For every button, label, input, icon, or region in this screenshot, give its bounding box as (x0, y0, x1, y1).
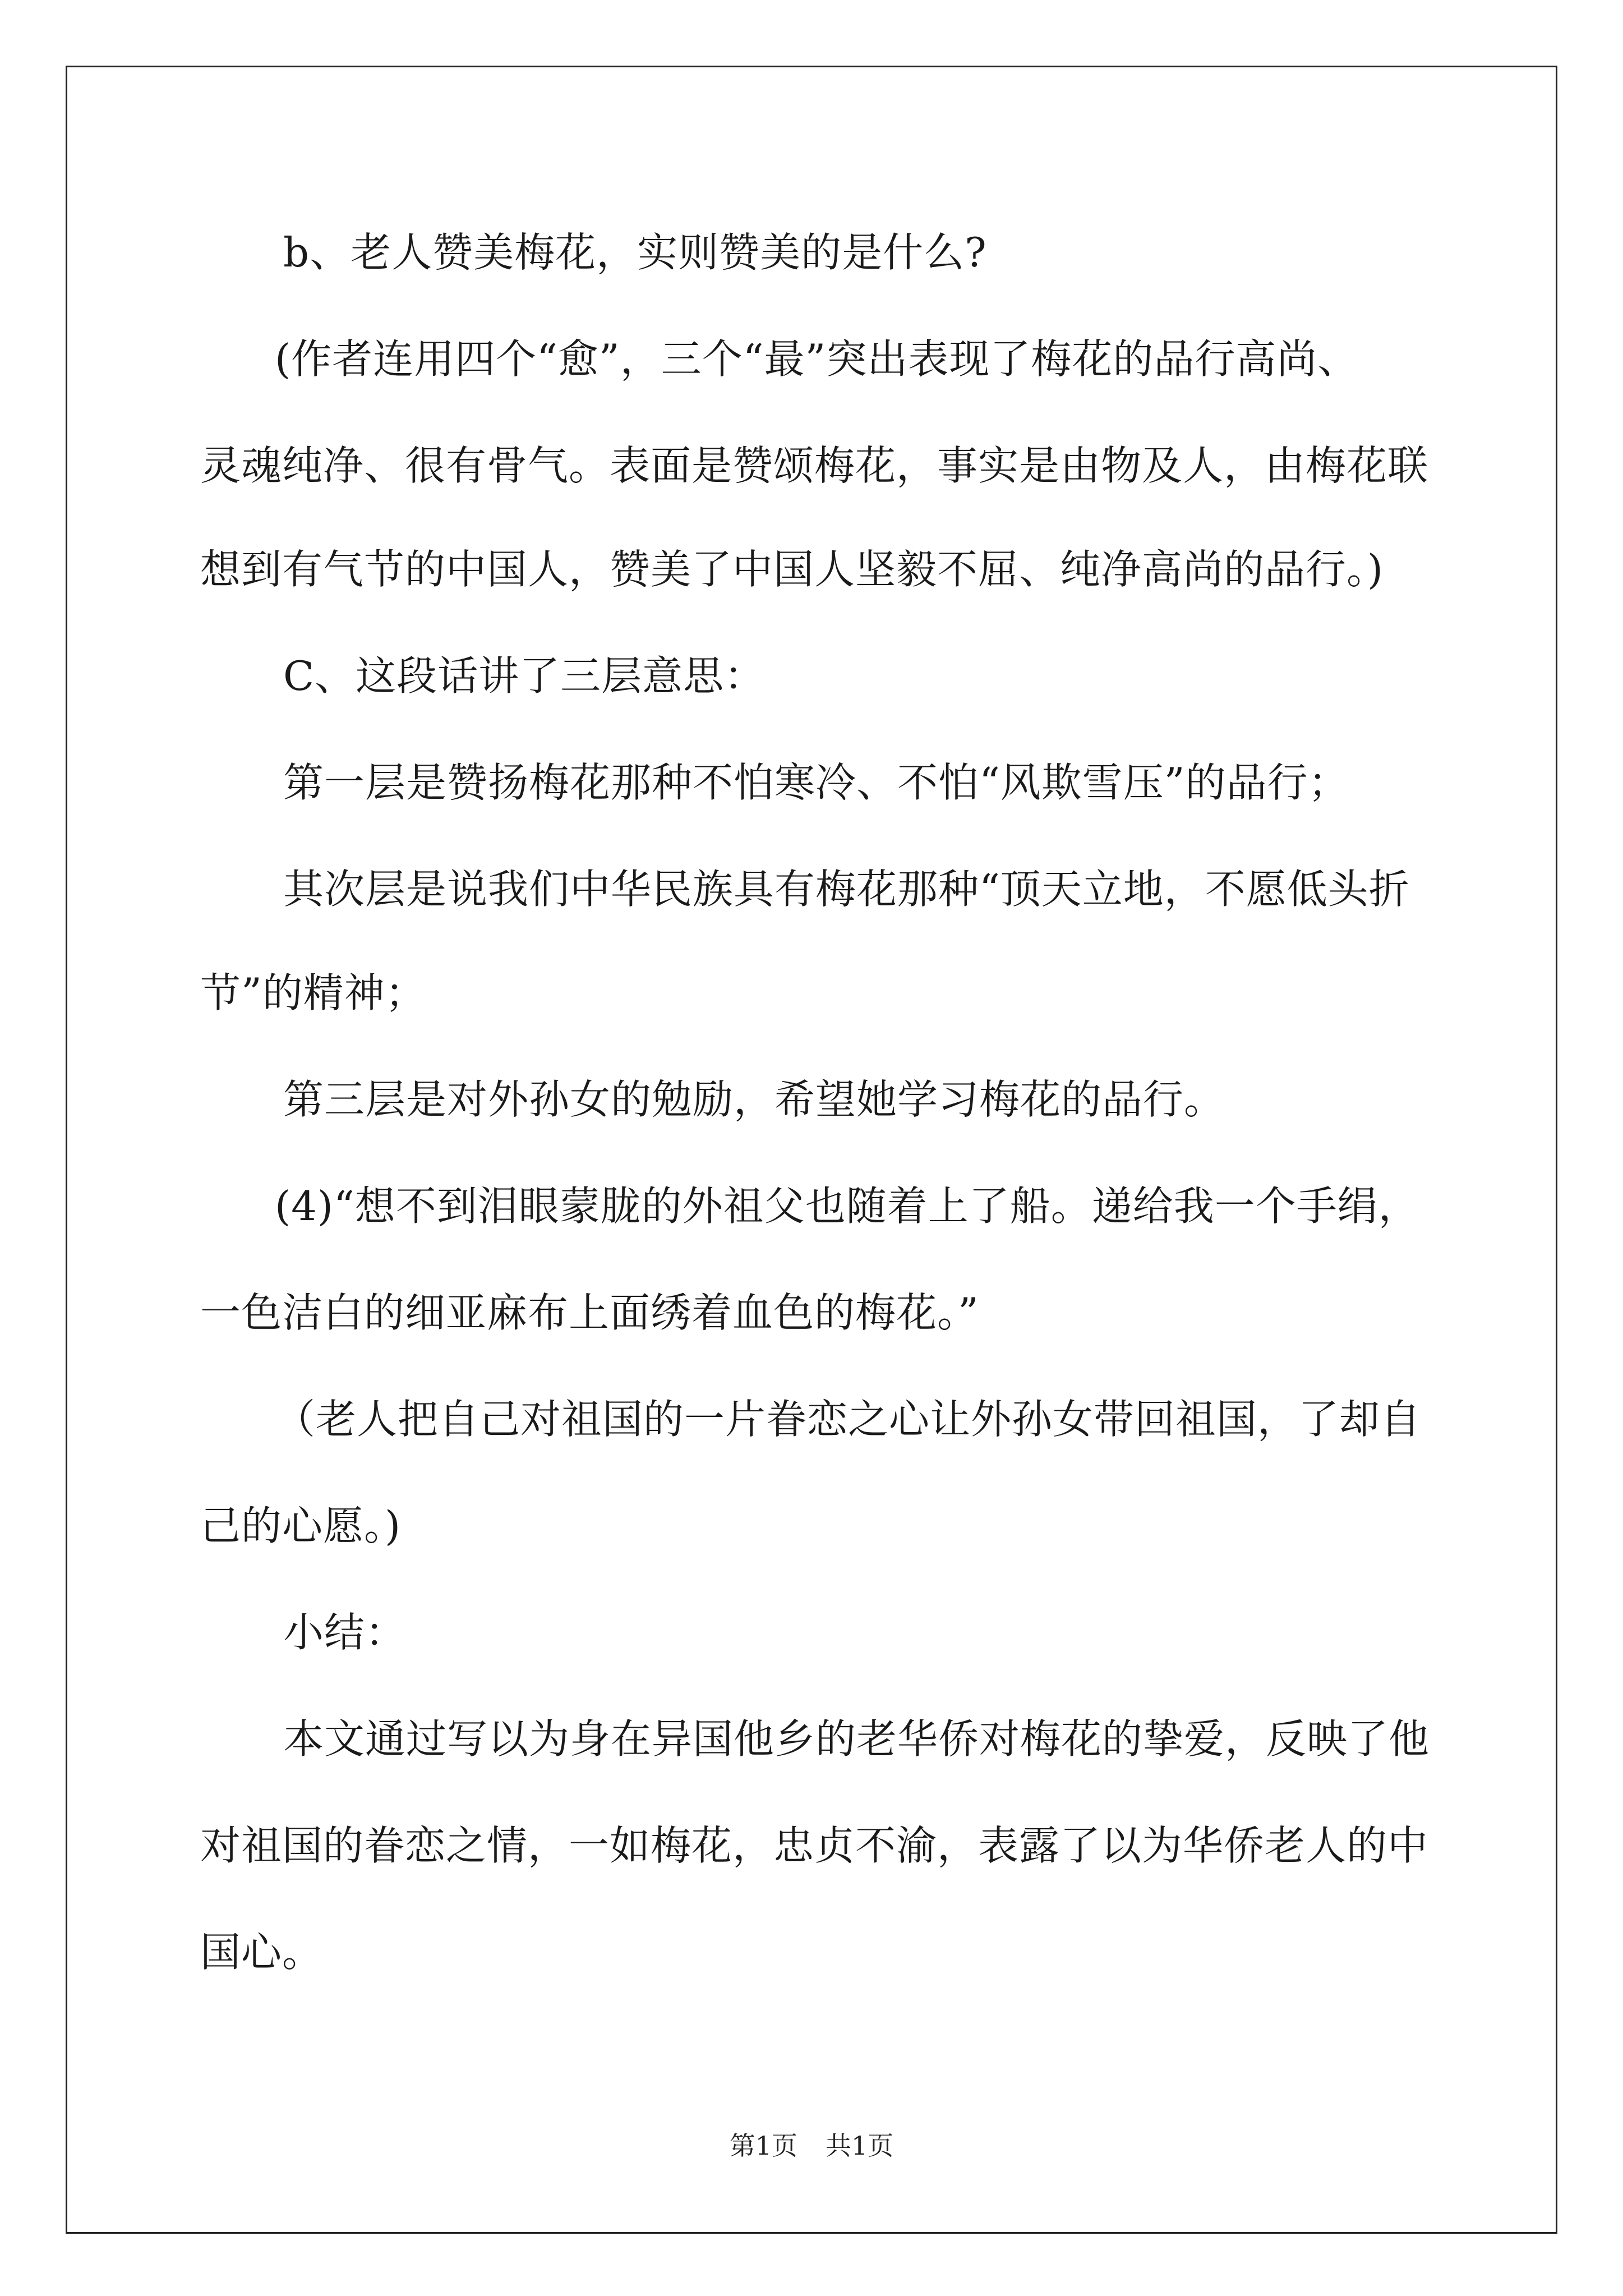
paragraph-line: C、这段话讲了三层意思： (283, 652, 766, 700)
page-total: 共1页 (826, 2131, 894, 2161)
paragraph-line: 本文通过写以为身在异国他乡的老华侨对梅花的挚爱，反映了他 (283, 1715, 1430, 1763)
paragraph-line: （老人把自己对祖国的一片眷恋之心让外孙女带回祖国，了却自 (275, 1396, 1422, 1443)
paragraph-line: b、老人赞美梅花，实则赞美的是什么? (283, 229, 987, 276)
paragraph-line: 其次层是说我们中华民族具有梅花那种“顶天立地，不愿低头折 (283, 866, 1410, 913)
page-footer (0, 2129, 1623, 2162)
page-number: 第1页 (729, 2131, 797, 2161)
paragraph-line: (作者连用四个“愈”，三个“最”突出表现了梅花的品行高尚、 (275, 335, 1359, 383)
paragraph-line: 对祖国的眷恋之情，一如梅花，忠贞不渝，表露了以为华侨老人的中 (200, 1822, 1429, 1869)
paragraph-line: 己的心愿。) (200, 1502, 402, 1549)
paragraph-line: 小结： (283, 1609, 407, 1656)
paragraph-line: 第三层是对外孙女的勉励，希望她学习梅花的品行。 (283, 1076, 1225, 1123)
page-border (66, 66, 1557, 2234)
paragraph-line: (4)“想不到泪眼蒙胧的外祖父也随着上了船。递给我一个手绢， (275, 1182, 1419, 1230)
paragraph-line: 节”的精神； (200, 969, 426, 1016)
paragraph-line: 第一层是赞扬梅花那种不怕寒冷、不怕“风欺雪压”的品行； (283, 759, 1349, 806)
paragraph-line: 一色洁白的细亚麻布上面绣着血色的梅花。” (200, 1289, 979, 1336)
paragraph-line: 灵魂纯净、很有骨气。表面是赞颂梅花，事实是由物及人，由梅花联 (200, 442, 1429, 489)
paragraph-line: 想到有气节的中国人，赞美了中国人坚毅不屈、纯净高尚的品行。) (200, 546, 1384, 593)
paragraph-line: 国心。 (200, 1929, 324, 1976)
